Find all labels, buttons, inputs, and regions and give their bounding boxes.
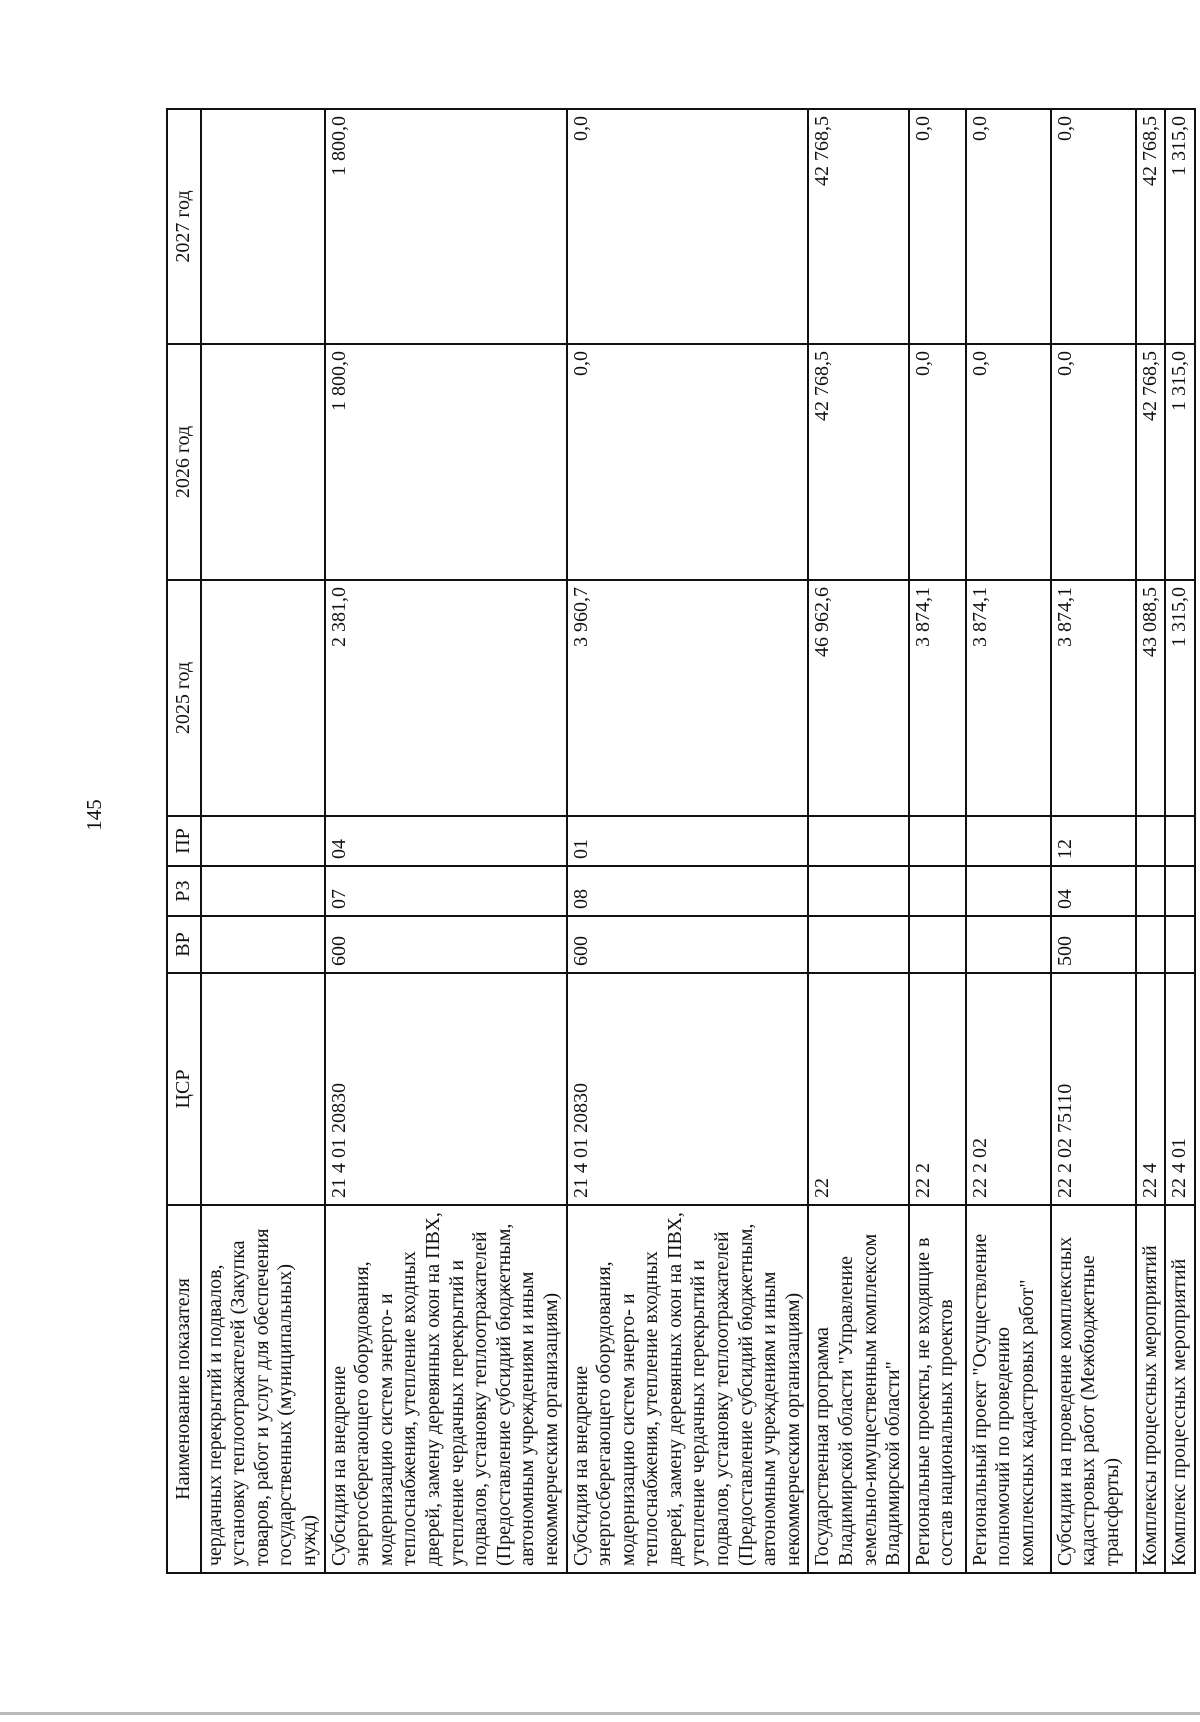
cell-csr: 21 4 01 20830: [325, 973, 567, 1205]
header-csr: ЦСР: [167, 973, 201, 1205]
cell-pr: [966, 816, 1051, 866]
cell-2027: 42 768,5: [808, 109, 908, 344]
cell-pr: 04: [325, 816, 567, 866]
cell-2025: 46 962,6: [808, 580, 908, 816]
cell-csr: [201, 973, 325, 1205]
cell-rz: 07: [325, 866, 567, 916]
table-row: [1051, 109, 1136, 1573]
cell-pr: [1136, 816, 1166, 866]
cell-2025: [201, 580, 325, 816]
cell-rz: [1165, 866, 1195, 916]
cell-2026: 42 768,5: [1136, 344, 1166, 580]
table-row: [325, 109, 567, 1573]
cell-2025: 1 315,0: [1165, 580, 1195, 816]
cell-name: Субсидии на проведение комплексных кадастровых работ (Межбюджетные трансферты): [1051, 1205, 1136, 1573]
header-pr: ПР: [167, 816, 201, 866]
cell-2026: 0,0: [1051, 344, 1136, 580]
cell-pr: [909, 816, 966, 866]
cell-pr: [201, 816, 325, 866]
cell-2025: 43 088,5: [1136, 580, 1166, 816]
table-row: [567, 109, 809, 1573]
cell-csr: 22 4: [1136, 973, 1166, 1205]
cell-name: Государственная программа Владимирской области "Управление земельно-имущественным комплексом Владимирской области": [808, 1205, 908, 1573]
cell-2025: 3 874,1: [966, 580, 1051, 816]
cell-name: Субсидия на внедрение энергосберегающего оборудования, модернизацию систем энерго- и теплоснабжения, утепление входных дверей, замену деревянных окон на ПВХ, утепление чердачных перекрытий и подвалов, установку теплоотражателей (Предоставление субсидий бюджетным, автономным учреждениям и иным некоммерческим организациям): [325, 1205, 567, 1573]
cell-2025: 2 381,0: [325, 580, 567, 816]
cell-csr: 22 2 02: [966, 973, 1051, 1205]
cell-csr: 22 2: [909, 973, 966, 1205]
cell-2027: 0,0: [966, 109, 1051, 344]
table-row: [1165, 109, 1195, 1573]
cell-pr: 12: [1051, 816, 1136, 866]
header-row: [167, 109, 201, 1573]
cell-rz: 08: [567, 866, 809, 916]
cell-2027: 1 315,0: [1165, 109, 1195, 344]
header-2027: 2027 год: [167, 109, 201, 344]
header-vr: ВР: [167, 916, 201, 973]
budget-table: [166, 108, 1196, 1574]
header-2025: 2025 год: [167, 580, 201, 816]
cell-rz: 04: [1051, 866, 1136, 916]
cell-csr: 22: [808, 973, 908, 1205]
cell-2026: 0,0: [909, 344, 966, 580]
page-number: 145: [82, 799, 106, 831]
cell-2026: 42 768,5: [808, 344, 908, 580]
cell-2027: 42 768,5: [1136, 109, 1166, 344]
cell-vr: [201, 916, 325, 973]
cell-2027: 1 800,0: [325, 109, 567, 344]
cell-csr: 21 4 01 20830: [567, 973, 809, 1205]
cell-2026: 1 315,0: [1165, 344, 1195, 580]
cell-name: Субсидия на внедрение энергосберегающего оборудования, модернизацию систем энерго- и теплоснабжения, утепление входных дверей, замену деревянных окон на ПВХ, утепление чердачных перекрытий и подвалов, установку теплоотражателей (Предоставление субсидий бюджетным, автономным учреждениям и иным некоммерческим организациям): [567, 1205, 809, 1573]
cell-rz: [1136, 866, 1166, 916]
cell-vr: [1165, 916, 1195, 973]
table-row: [909, 109, 966, 1573]
table-row: [808, 109, 908, 1573]
cell-rz: [808, 866, 908, 916]
table-row: [201, 109, 325, 1573]
cell-vr: 500: [1051, 916, 1136, 973]
table-row: [966, 109, 1051, 1573]
cell-2027: 0,0: [909, 109, 966, 344]
cell-2027: 0,0: [1051, 109, 1136, 344]
cell-2025: 3 874,1: [1051, 580, 1136, 816]
cell-vr: 600: [567, 916, 809, 973]
cell-2027: [201, 109, 325, 344]
table-row: [1136, 109, 1166, 1573]
cell-vr: [1136, 916, 1166, 973]
rotated-table-wrapper: [166, 110, 1191, 1574]
cell-2026: 0,0: [567, 344, 809, 580]
cell-csr: 22 2 02 75110: [1051, 973, 1136, 1205]
cell-name: Региональный проект "Осуществление полномочий по проведению комплексных кадастровых работ": [966, 1205, 1051, 1573]
cell-csr: 22 4 01: [1165, 973, 1195, 1205]
cell-name: Комплексы процессных мероприятий: [1136, 1205, 1166, 1573]
cell-name: Региональные проекты, не входящие в состав национальных проектов: [909, 1205, 966, 1573]
cell-pr: 01: [567, 816, 809, 866]
cell-2026: 0,0: [966, 344, 1051, 580]
cell-2026: 1 800,0: [325, 344, 567, 580]
cell-rz: [909, 866, 966, 916]
cell-rz: [201, 866, 325, 916]
cell-name: чердачных перекрытий и подвалов, установку теплоотражателей (Закупка товаров, работ и услуг для обеспечения государственных (муниципальных) нужд): [201, 1205, 325, 1573]
cell-vr: [808, 916, 908, 973]
cell-rz: [966, 866, 1051, 916]
header-name: Наименование показателя: [167, 1205, 201, 1573]
cell-pr: [1165, 816, 1195, 866]
cell-vr: [909, 916, 966, 973]
cell-2025: 3 874,1: [909, 580, 966, 816]
cell-pr: [808, 816, 908, 866]
cell-vr: 600: [325, 916, 567, 973]
scan-edge-line: [0, 1712, 1200, 1715]
cell-2026: [201, 344, 325, 580]
header-rz: РЗ: [167, 866, 201, 916]
cell-name: Комплекс процессных мероприятий: [1165, 1205, 1195, 1573]
header-2026: 2026 год: [167, 344, 201, 580]
cell-vr: [966, 916, 1051, 973]
cell-2025: 3 960,7: [567, 580, 809, 816]
cell-2027: 0,0: [567, 109, 809, 344]
